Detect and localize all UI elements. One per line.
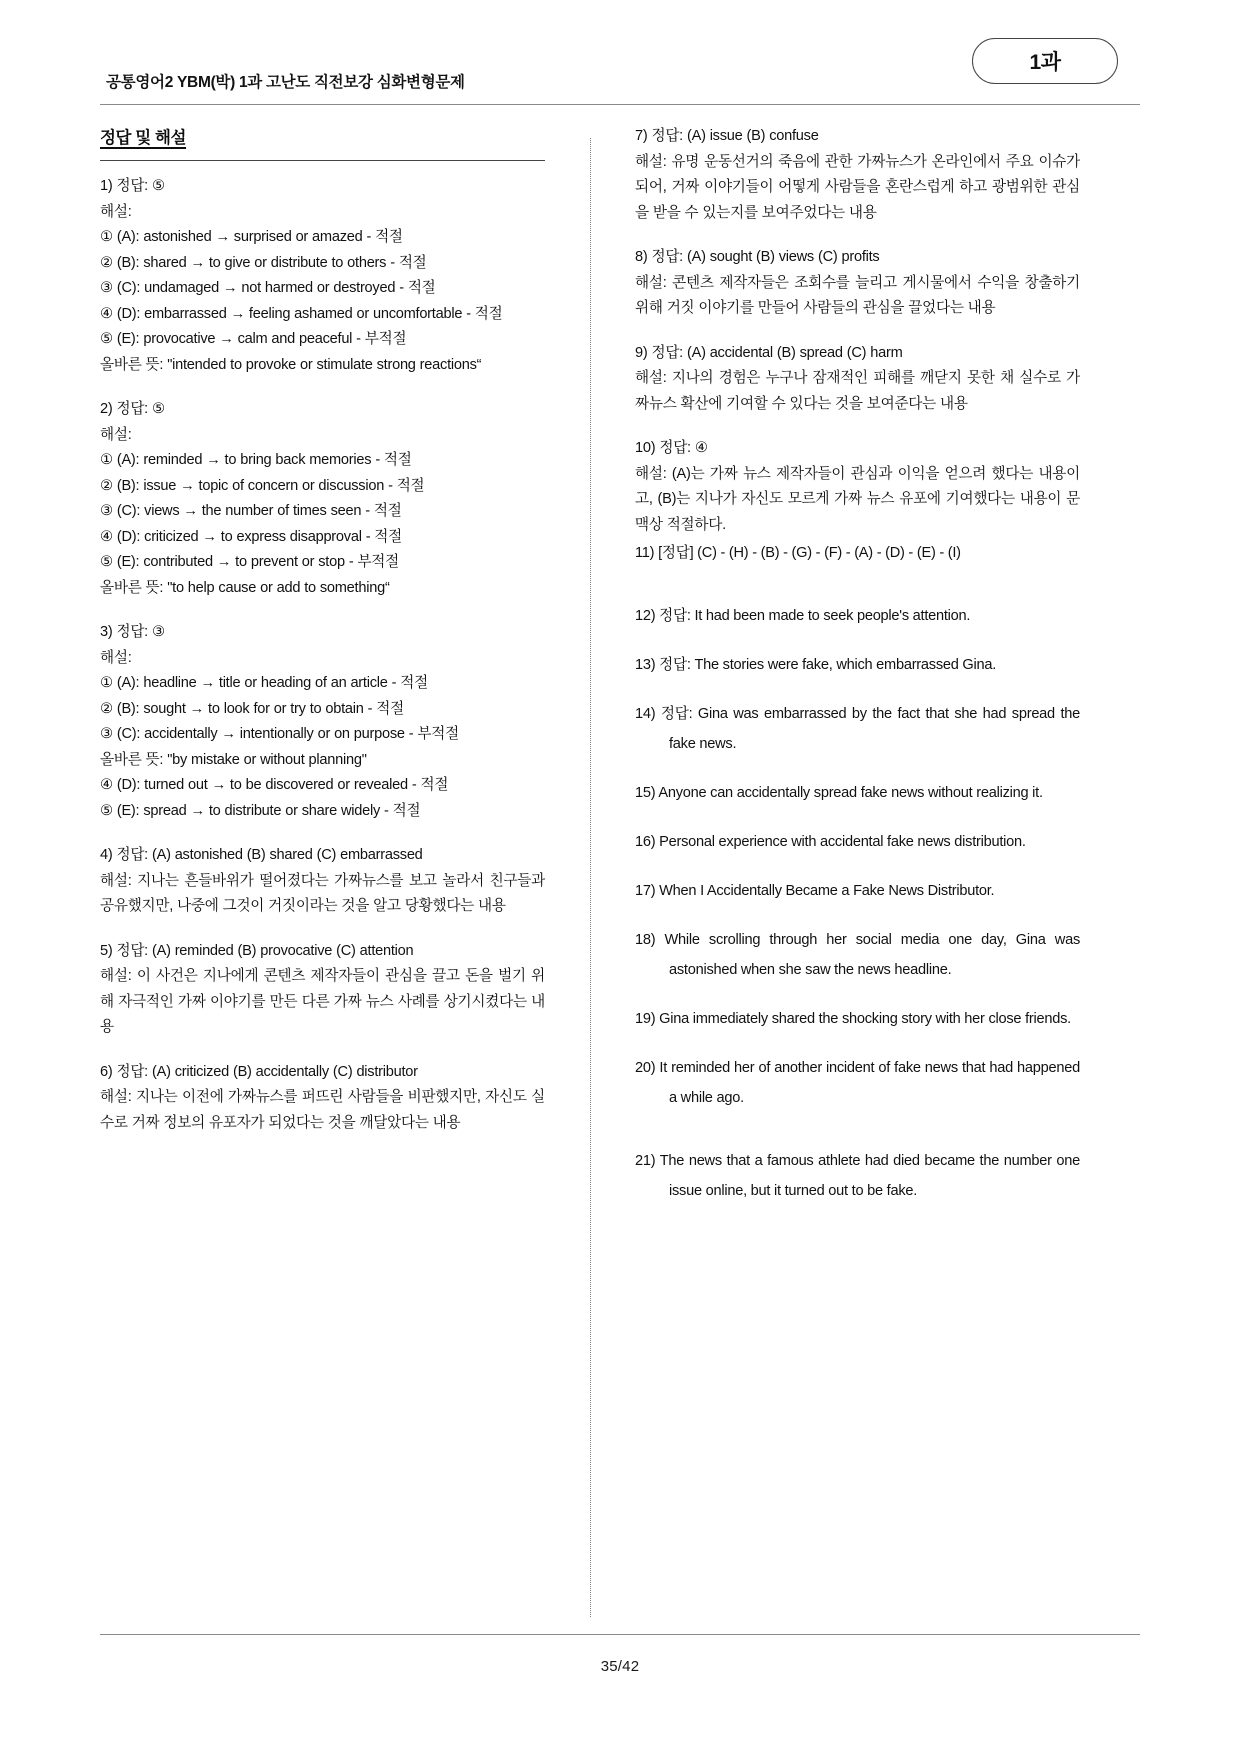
right-hanging-items: [635, 538, 1080, 1206]
answer-line: ② (B): issue → topic of concern or discussion - 적절: [100, 477, 425, 494]
answer-line: ② (B): shared → to give or distribute to others - 적절: [100, 254, 427, 271]
column-divider: [545, 124, 635, 1623]
answer-block: [635, 124, 1080, 226]
answer-line: ③ (C): accidentally → intentionally or on purpose - 부적절: [100, 726, 459, 742]
answer-line: 해설: 유명 운동선거의 죽음에 관한 가짜뉴스가 온라인에서 주요 이슈가 되어, 거짜 이야기들이 어떻게 사람들을 혼란스럽게 하고 광범위한 관심을 받을 수 있는지를 보여주었다는 내용: [635, 153, 1080, 221]
section-divider: [100, 160, 545, 161]
answer-line: ④ (D): embarrassed → feeling ashamed or uncomfortable - 적절: [100, 305, 503, 322]
lesson-badge: 1과: [972, 38, 1118, 84]
answer-line: ④ (D): turned out → to be discovered or revealed - 적절: [100, 777, 449, 793]
answer-line: ① (A): astonished → surprised or amazed - 적절: [100, 229, 403, 245]
answer-block: [100, 174, 545, 378]
page-number: 35/42: [600, 1658, 640, 1675]
answer-line: 7) 정답: (A) issue (B) confuse: [635, 128, 819, 144]
answer-line: 해설: 지나는 이전에 가짜뉴스를 퍼뜨린 사람들을 비판했지만, 자신도 실수로 거짜 정보의 유포자가 되었다는 것을 깨달았다는 내용: [100, 1089, 545, 1131]
content-columns: [100, 124, 1140, 1623]
numbered-answer-item: 12) 정답: It had been made to seek people's attention.: [635, 608, 971, 624]
right-column: [635, 124, 1080, 1623]
answer-line: 올바른 뜻: "to help cause or add to something“: [100, 579, 390, 596]
answer-block: [100, 939, 545, 1041]
numbered-answer-item: 16) Personal experience with accidental fake news distribution.: [635, 834, 1026, 850]
answer-line: 4) 정답: (A) astonished (B) shared (C) embarrassed: [100, 847, 423, 863]
answer-block: [100, 843, 545, 920]
numbered-answer-item: 21) The news that a famous athlete had died became the number one issue online, but it turned out to be fake.: [635, 1153, 1080, 1199]
answer-line: 6) 정답: (A) criticized (B) accidentally (C) distributor: [100, 1063, 418, 1080]
answer-line: 해설: 이 사건은 지나에게 콘텐츠 제작자들이 관심을 끌고 돈을 벌기 위해 자극적인 가짜 이야기를 만든 다른 가짜 뉴스 사례를 상기시켰다는 내용: [100, 968, 545, 1035]
answer-line: 8) 정답: (A) sought (B) views (C) profits: [635, 249, 880, 265]
answer-block: [100, 1060, 545, 1137]
answer-block: [635, 341, 1080, 418]
left-answer-blocks: [100, 174, 545, 1136]
answer-line: 해설: 지나는 흔들바위가 떨어졌다는 가짜뉴스를 보고 놀라서 친구들과 공유했지만, 나중에 그것이 거짓이라는 것을 알고 당황했다는 내용: [100, 872, 545, 914]
answer-block: [635, 436, 1080, 538]
answer-line: ⑤ (E): contributed → to prevent or stop - 부적절: [100, 554, 399, 570]
answer-line: ③ (C): views → the number of times seen - 적절: [100, 503, 402, 519]
answer-line: 올바른 뜻: "by mistake or without planning": [100, 751, 367, 768]
footer-divider: [100, 1634, 1140, 1635]
answer-line: 3) 정답: ③: [100, 624, 165, 640]
answer-block: [100, 620, 545, 824]
numbered-answer-item: 11) [정답] (C) - (H) - (B) - (G) - (F) - (A) - (D) - (E) - (I): [635, 545, 961, 561]
answer-line: ⑤ (E): spread → to distribute or share widely - 적절: [100, 802, 421, 819]
answer-block: [100, 397, 545, 601]
answer-line: 5) 정답: (A) reminded (B) provocative (C) attention: [100, 942, 414, 959]
answer-line: ③ (C): undamaged → not harmed or destroyed - 적절: [100, 280, 436, 296]
answer-line: 해설:: [100, 649, 132, 666]
answer-line: ⑤ (E): provocative → calm and peaceful - 부적절: [100, 331, 407, 347]
numbered-answer-item: 19) Gina immediately shared the shocking story with her close friends.: [635, 1011, 1071, 1027]
answer-line: ② (B): sought → to look for or try to obtain - 적절: [100, 700, 404, 717]
answer-line: 해설:: [100, 426, 132, 443]
numbered-answer-item: 14) 정답: Gina was embarrassed by the fact that she had spread the fake news.: [635, 706, 1080, 752]
numbered-answer-item: 17) When I Accidentally Became a Fake News Distributor.: [635, 883, 995, 899]
numbered-answer-item: 20) It reminded her of another incident of fake news that had happened a while ago.: [635, 1060, 1080, 1106]
answer-block: [635, 245, 1080, 322]
page-title: 정답 및 해설: [100, 129, 187, 147]
answer-line: 9) 정답: (A) accidental (B) spread (C) harm: [635, 344, 903, 361]
numbered-answer-item: 13) 정답: The stories were fake, which embarrassed Gina.: [635, 657, 997, 673]
numbered-answer-item: 15) Anyone can accidentally spread fake news without realizing it.: [635, 785, 1043, 801]
header-title: 공통영어2 YBM(박) 1과 고난도 직전보강 심화변형문제: [106, 74, 465, 91]
answer-line: 2) 정답: ⑤: [100, 401, 165, 417]
right-answer-blocks: [635, 124, 1080, 538]
answer-line: 10) 정답: ④: [635, 440, 708, 456]
page-header: [100, 42, 1140, 104]
answer-line: ④ (D): criticized → to express disapproval - 적절: [100, 528, 403, 545]
answer-line: 해설: 콘텐츠 제작자들은 조회수를 늘리고 게시물에서 수익을 창출하기 위해 거짓 이야기를 만들어 사람들의 관심을 끌었다는 내용: [635, 274, 1080, 316]
numbered-answer-item: 18) While scrolling through her social media one day, Gina was astonished when she saw the news headline.: [635, 932, 1080, 978]
answer-line: 해설: (A)는 가짜 뉴스 제작자들이 관심과 이익을 얻으려 했다는 내용이고, (B)는 지나가 자신도 모르게 가짜 뉴스 유포에 기여했다는 내용이 문맥상 적절하다.: [635, 465, 1080, 533]
answer-line: 1) 정답: ⑤: [100, 178, 165, 194]
answer-line: 해설:: [100, 203, 132, 220]
answer-line: ① (A): reminded → to bring back memories - 적절: [100, 452, 412, 468]
answer-line: 올바른 뜻: "intended to provoke or stimulate strong reactions“: [100, 356, 482, 373]
header-divider: [100, 104, 1140, 105]
answer-line: ① (A): headline → title or heading of an article - 적절: [100, 675, 428, 691]
answer-line: 해설: 지나의 경험은 누구나 잠재적인 피해를 깨닫지 못한 채 실수로 가짜뉴스 확산에 기여할 수 있다는 것을 보여준다는 내용: [635, 370, 1080, 412]
left-column: [100, 124, 545, 1623]
